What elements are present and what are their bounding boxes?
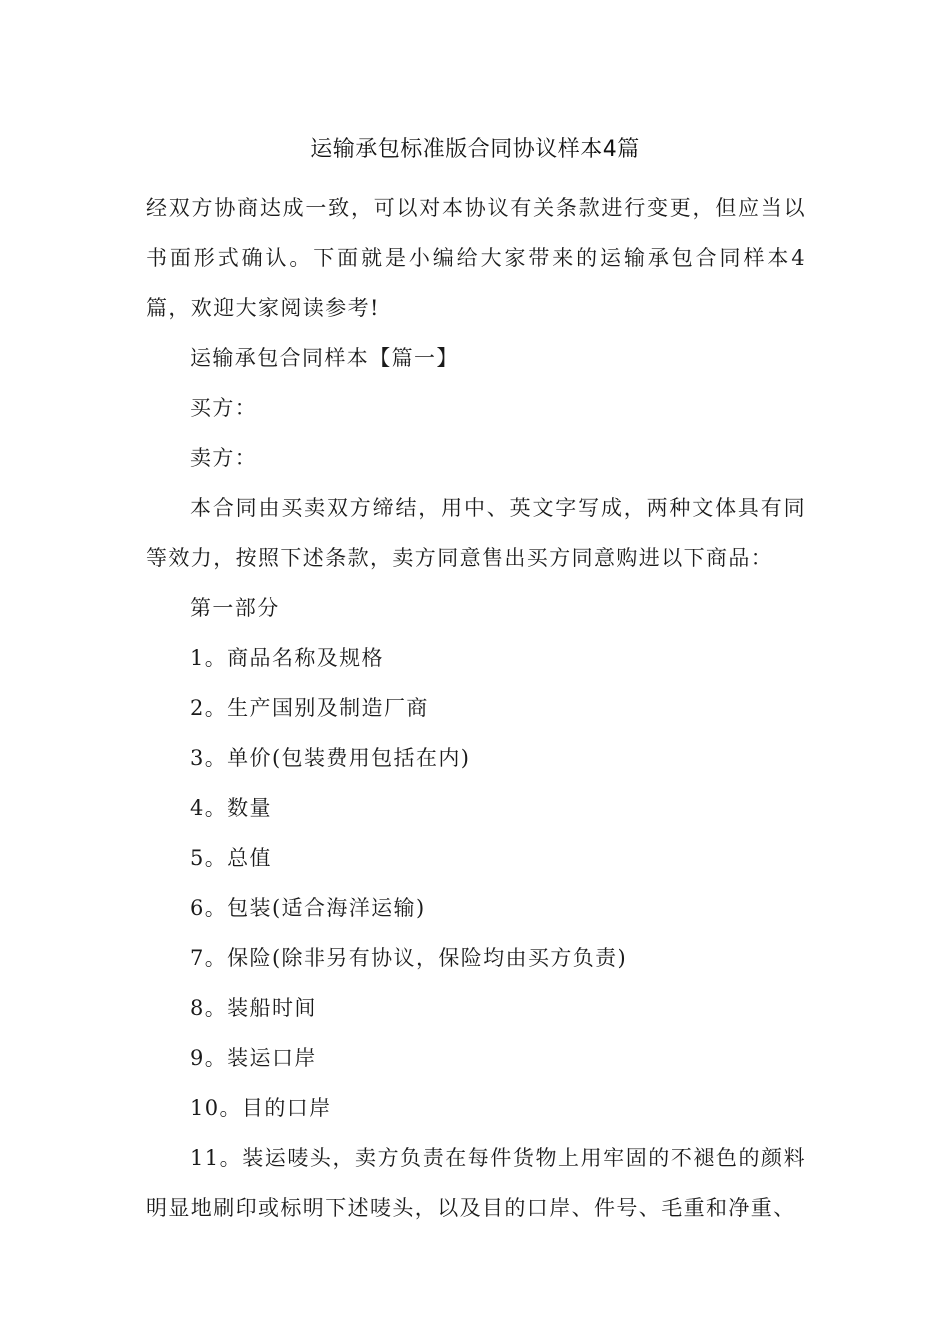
clause-item: 9。装运口岸 (190, 1046, 317, 1070)
clause-item: 1。商品名称及规格 (190, 646, 384, 670)
buyer-line: 买方： (190, 396, 258, 420)
clause-item: 3。单价(包装费用包括在内) (190, 746, 471, 770)
clause-item: 11。装运唛头，卖方负责在每件货物上用牢固的不褪色的颜料明显地刷印或标明下述唛头，以及目的口岸、件号、毛重和净重、 (146, 1146, 806, 1220)
document-title: 运输承包标准版合同协议样本4篇 (310, 137, 640, 162)
intro-paragraph: 经双方协商达成一致，可以对本协议有关条款进行变更，但应当以书面形式确认。下面就是小编给大家带来的运输承包合同样本4篇，欢迎大家阅读参考! (146, 196, 806, 320)
clause-item: 4。数量 (190, 796, 272, 820)
clause-item: 7。保险(除非另有协议，保险均由买方负责) (190, 946, 628, 970)
clause-item: 6。包装(适合海洋运输) (190, 896, 426, 920)
clause-item: 2。生产国别及制造厂商 (190, 696, 429, 720)
clause-item: 8。装船时间 (190, 996, 317, 1020)
contract-preamble: 本合同由买卖双方缔结，用中、英文字写成，两种文体具有同等效力，按照下述条款，卖方同意售出买方同意购进以下商品： (146, 496, 806, 570)
document-body (146, 183, 806, 1233)
clause-item: 10。目的口岸 (190, 1096, 332, 1120)
seller-line: 卖方： (190, 446, 258, 470)
clause-item: 5。总值 (190, 846, 272, 870)
part-one-heading: 第一部分 (190, 596, 280, 620)
section-heading-part-one: 运输承包合同样本【篇一】 (190, 346, 459, 370)
